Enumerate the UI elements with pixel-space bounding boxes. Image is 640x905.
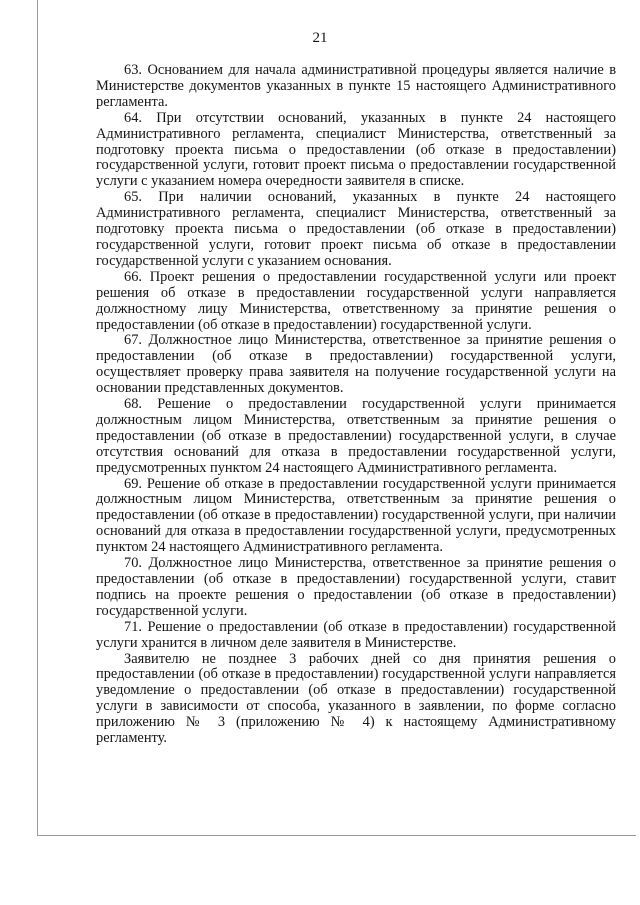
paragraph-68: 68. Решение о предоставлении государственной услуги принимается должностным лицом Министерства, ответственным за принятие решения о предоставлении (об отказе в предоставлении) государственной услуги, в случае отсутствия оснований для отказа в предоставлении государственной услуги, предусмотренных пунктом 24 настоящего Административного регламента. bbox=[96, 396, 616, 476]
document-body bbox=[96, 63, 616, 747]
page-number: 21 bbox=[312, 30, 328, 46]
paragraph-69: 69. Решение об отказе в предоставлении государственной услуги принимается должностным лицом Министерства, ответственным за принятие решения о предоставлении (об отказе в предоставлении) государственной услуги, при наличии оснований для отказа в предоставлении государственной услуги, предусмотренных пунктом 24 настоящего Административного регламента. bbox=[96, 475, 616, 556]
paragraph-66: 66. Проект решения о предоставлении государственной услуги или проект решения об отказе в предоставлении государственной услуги направляется должностному лицу Министерства, ответственному за принятие решения о предоставлении (об отказе в предоставлении) государственной услуги. bbox=[96, 268, 616, 333]
paragraph-63: 63. Основанием для начала административной процедуры является наличие в Министерстве документов указанных в пункте 15 настоящего Административного регламента. bbox=[96, 62, 616, 110]
paragraph-67: 67. Должностное лицо Министерства, ответственное за принятие решения о предоставлении (об отказе в предоставлении) государственной услуги, осуществляет проверку права заявителя на получение государственной услуги на основании представленных документов. bbox=[96, 332, 616, 397]
paragraph-65: 65. При наличии оснований, указанных в пункте 24 настоящего Административного регламента, специалист Министерства, ответственный за подготовку проекта письма о предоставлении (об отказе в предоставлении) государственной услуги, готовит проект письма об отказе в предоставлении государственной услуги с указанием основания. bbox=[96, 189, 616, 269]
paragraph-64: 64. При отсутствии оснований, указанных в пункте 24 настоящего Административного регламента, специалист Министерства, ответственный за подготовку проекта письма о предоставлении (об отказе в предоставлении) государственной услуги, готовит проект письма о предоставлении государственной услуги с указанием номера очередности заявителя в списке. bbox=[96, 109, 616, 190]
paragraph-70: 70. Должностное лицо Министерства, ответственное за принятие решения о предоставлении (об отказе в предоставлении) государственной услуги, ставит подпись на проекте решения о предоставлении (об отказе в предоставлении) государственной услуги. bbox=[96, 555, 616, 619]
paragraph-notification: Заявителю не позднее 3 рабочих дней со дня принятия решения о предоставлении (об отказе в предоставлении) государственной услуги направляется уведомление о предоставлении (об отказе в предоставлении) государственной услуги в зависимости от способа, указанного в заявлении, по форме согласно приложению № 3 (приложению № 4) к настоящему Административному регламенту. bbox=[96, 650, 616, 747]
paragraph-71: 71. Решение о предоставлении (об отказе в предоставлении) государственной услуги хранится в личном деле заявителя в Министерстве. bbox=[96, 618, 616, 651]
